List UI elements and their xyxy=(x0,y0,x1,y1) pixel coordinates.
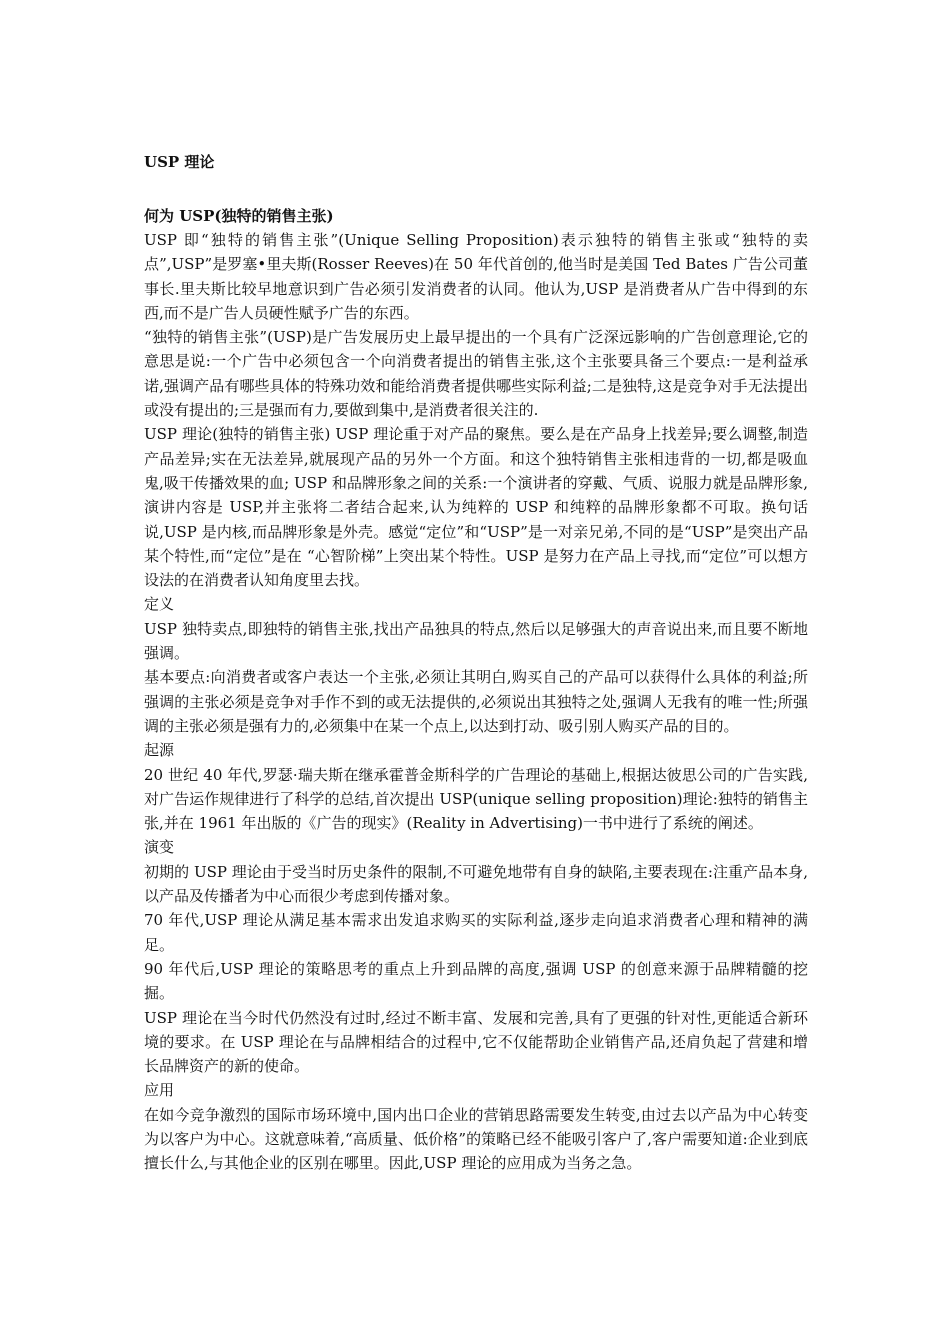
application-label: 应用 xyxy=(144,1081,175,1100)
paragraph: 在如今竞争激烈的国际市场环境中,国内出口企业的营销思路需要发生转变,由过去以产品为中心转变为以客户为中心。这就意味着,“高质量、低价格”的策略已经不能吸引客户了,客户需要知道:企业到底擅长什么,与其他企业的区别在哪里。因此,USP 理论的应用成为当务之急。 xyxy=(144,1105,808,1173)
section-heading: 何为 USP(独特的销售主张) xyxy=(144,207,334,225)
paragraph: USP 即“独特的销售主张”(Unique Selling Proposition)表示独特的销售主张或“独特的卖点”,USP”是罗塞•里夫斯(Rosser Reeves)在 50 年代首创的,他当时是美国 Ted Bates 广告公司董事长.里夫斯比较早地意识到广告必须引发消费者的认同。他认为,USP 是消费者从广告中得到的东西,而不是广告人员硬性赋予广告的东西。 xyxy=(144,231,808,322)
paragraph: “独特的销售主张”(USP)是广告发展历史上最早提出的一个具有广泛深远影响的广告创意理论,它的意思是说:一个广告中必须包含一个向消费者提出的销售主张,这个主张要具备三个要点:一是利益承诺,强调产品有哪些具体的特殊功效和能给消费者提供哪些实际利益;二是独特,这是竞争对手无法提出或没有提出的;三是强而有力,要做到集中,是消费者很关注的. xyxy=(144,328,808,420)
origin-label: 起源 xyxy=(144,741,175,760)
paragraph: 初期的 USP 理论由于受当时历史条件的限制,不可避免地带有自身的缺陷,主要表现在:注重产品本身,以产品及传播者为中心而很少考虑到传播对象。 xyxy=(144,862,808,906)
document-title: USP 理论 xyxy=(144,153,215,171)
paragraph: 90 年代后,USP 理论的策略思考的重点上升到品牌的高度,强调 USP 的创意来源于品牌精髓的挖掘。 xyxy=(144,959,808,1003)
definition-label: 定义 xyxy=(144,595,175,614)
document-page xyxy=(144,150,808,1176)
paragraph: USP 独特卖点,即独特的销售主张,找出产品独具的特点,然后以足够强大的声音说出来,而且要不断地强调。 xyxy=(144,619,808,663)
paragraph: 20 世纪 40 年代,罗瑟·瑞夫斯在继承霍普金斯科学的广告理论的基础上,根据达彼思公司的广告实践,对广告运作规律进行了科学的总结,首次提出 USP(unique selling proposition)理论:独特的销售主张,并在 1961 年出版的《广告的现实》(Reality in Advertising)一书中进行了系统的阐述。 xyxy=(144,765,808,833)
paragraph: USP 理论在当今时代仍然没有过时,经过不断丰富、发展和完善,具有了更强的针对性,更能适合新环境的要求。在 USP 理论在与品牌相结合的过程中,它不仅能帮助企业销售产品,还肩负起了营建和增长品牌资产的新的使命。 xyxy=(144,1008,808,1076)
paragraph: 70 年代,USP 理论从满足基本需求出发追求购买的实际利益,逐步走向追求消费者心理和精神的满足。 xyxy=(144,911,808,954)
paragraph: 基本要点:向消费者或客户表达一个主张,必须让其明白,购买自己的产品可以获得什么具体的利益;所强调的主张必须是竞争对手作不到的或无法提供的,必须说出其独特之处,强调人无我有的唯一性;所强调的主张必须是强有力的,必须集中在某一个点上,以达到打动、吸引别人购买产品的目的。 xyxy=(144,668,808,735)
evolution-label: 演变 xyxy=(144,838,175,857)
paragraph: USP 理论(独特的销售主张) USP 理论重于对产品的聚焦。要么是在产品身上找差异;要么调整,制造产品差异;实在无法差异,就展现产品的另外一个方面。和这个独特销售主张相违背的一切,都是吸血鬼,吸干传播效果的血; USP 和品牌形象之间的关系:一个演讲者的穿戴、气质、说服力就是品牌形象,演讲内容是 USP,并主张将二者结合起来,认为纯粹的 USP 和纯粹的品牌形象都不可取。换句话说,USP 是内核,而品牌形象是外壳。感觉“定位”和“USP”是一对亲兄弟,不同的是“USP”是突出产品某个特性,而“定位”是在 “心智阶梯”上突出某个特性。USP 是努力在产品上寻找,而“定位”可以想方设法的在消费者认知角度里去找。 xyxy=(144,425,808,590)
